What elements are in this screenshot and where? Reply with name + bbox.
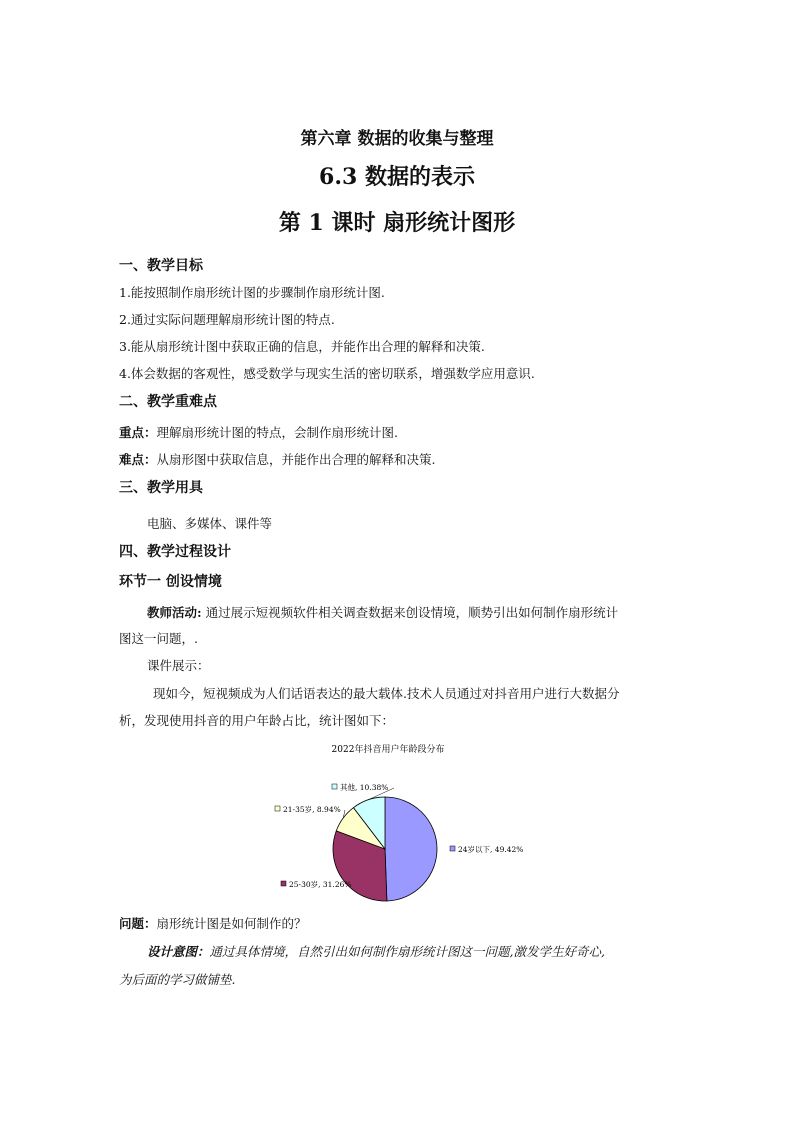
- question-line: [119, 914, 307, 932]
- label-key-2: [275, 806, 280, 811]
- process-heading: 四、教学过程设计: [119, 544, 231, 560]
- focus-line: [119, 423, 398, 441]
- teacher-activity-text-2: 图这一问题，.: [119, 631, 198, 646]
- difficulty-line: [119, 450, 436, 468]
- difficulty-text: 从扇形图中获取信息，并能作出合理的解释和决策.: [156, 452, 436, 467]
- difficulty-label: 难点：: [119, 452, 157, 467]
- pie-chart: [252, 738, 542, 908]
- question-label: 问题：: [119, 916, 157, 931]
- label-key-0: [450, 846, 455, 851]
- objective-item-1: 1.能按照制作扇形统计图的步骤制作扇形统计图.: [119, 285, 385, 300]
- data-label-3: 其他, 10.38%: [340, 783, 389, 792]
- teacher-activity-text-1: 通过展示短视频软件相关调查数据来创设情境，顺势引出如何制作扇形统计: [205, 605, 619, 620]
- design-intent-line-2: 为后面的学习做铺垫.: [119, 972, 236, 987]
- teacher-activity-line: [147, 603, 618, 621]
- objectives-heading: 一、教学目标: [119, 258, 203, 274]
- chapter-title: 第六章 数据的收集与整理: [300, 129, 494, 149]
- objective-item-3: 3.能从扇形统计图中获取正确的信息，并能作出合理的解释和决策.: [119, 339, 485, 354]
- tools-heading: 三、教学用具: [119, 480, 203, 496]
- design-intent-text-1: 通过具体情境，自然引出如何制作扇形统计图这一问题,激发学生好奇心,: [209, 944, 605, 959]
- focus-label: 重点：: [119, 425, 157, 440]
- teacher-activity-label: 教师活动:: [147, 605, 202, 620]
- data-label-1: 25-30岁, 31.26%: [289, 880, 352, 889]
- design-intent-line-1: [147, 942, 605, 960]
- section-title: 6.3 数据的表示: [319, 164, 475, 190]
- objective-item-4: 4.体会数据的客观性，感受数学与现实生活的密切联系，增强数学应用意识.: [119, 366, 535, 381]
- lesson-title: 第 1 课时 扇形统计图形: [278, 210, 516, 236]
- objective-item-2: 2.通过实际问题理解扇形统计图的特点.: [119, 312, 335, 327]
- step1-heading: 环节一 创设情境: [119, 574, 222, 590]
- design-intent-label: 设计意图：: [147, 944, 210, 959]
- focus-text: 理解扇形统计图的特点，会制作扇形统计图.: [156, 425, 398, 440]
- courseware-label: 课件展示：: [147, 658, 210, 673]
- keypoints-heading: 二、教学重难点: [119, 394, 217, 410]
- chart-title: 2022年抖音用户年龄段分布: [331, 745, 445, 755]
- data-label-2: 21-35岁, 8.94%: [283, 805, 341, 814]
- scenario-paragraph-2: 析，发现使用抖音的用户年龄占比，统计图如下：: [119, 713, 395, 728]
- question-text: 扇形统计图是如何制作的？: [156, 916, 307, 931]
- tools-text: 电脑、多媒体、课件等: [147, 516, 273, 531]
- data-label-0: 24岁以下, 49.42%: [458, 845, 524, 854]
- scenario-paragraph-1: 现如今，短视频成为人们话语表达的最大载体.技术人员通过对抖音用户进行大数据分: [153, 686, 620, 701]
- label-key-1: [281, 881, 286, 886]
- label-key-3: [332, 784, 337, 789]
- pie-slice-0: [385, 797, 437, 901]
